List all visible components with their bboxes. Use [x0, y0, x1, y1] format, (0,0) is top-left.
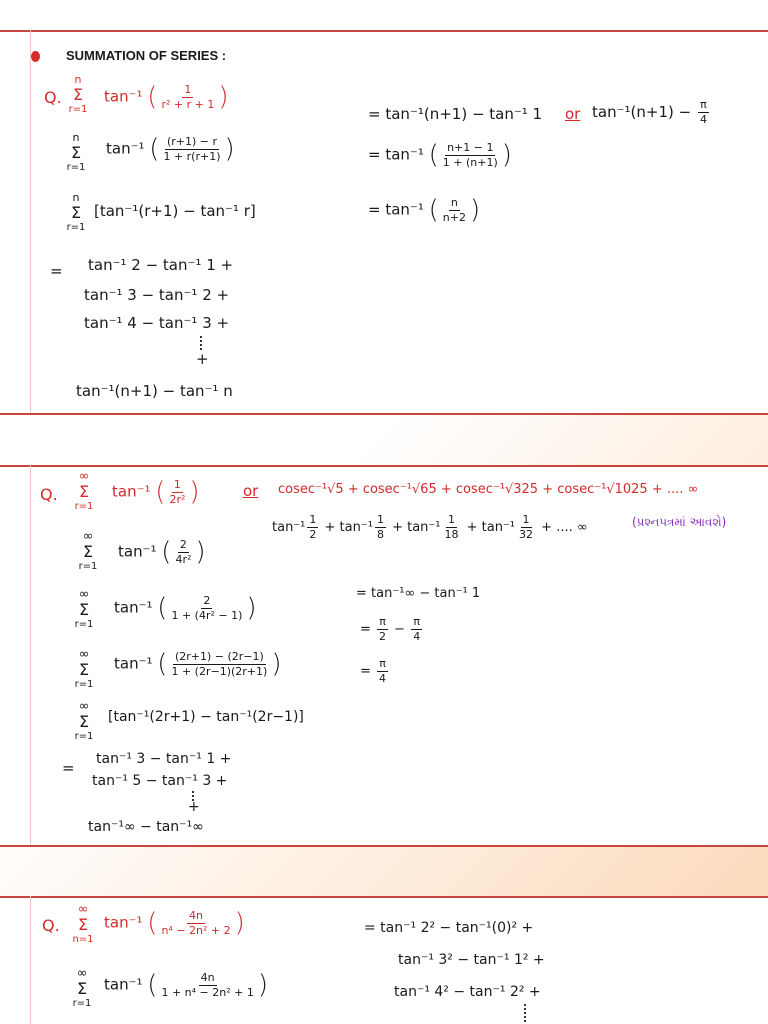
result-line-2: = $\frac{\pi}{2}$ − $\frac{\pi}{4}$ [360, 615, 421, 643]
question-label: Q. [44, 88, 62, 107]
term-plus: + [188, 799, 200, 815]
term-last: tan⁻¹∞ − tan⁻¹∞ [88, 819, 204, 835]
result-line-3: = $\frac{\pi}{4}$ [360, 657, 387, 685]
question-expression: tan⁻¹ ( $\frac{1}{\text{2r²}}$ ) [112, 477, 200, 507]
term-3: tan⁻¹ 4 − tan⁻¹ 3 + [84, 314, 230, 332]
result-line-1-alt: tan⁻¹(n+1) − $\frac{\pi}{4}$ [592, 98, 707, 126]
section-2 [0, 465, 768, 847]
result-line-3: = tan⁻¹ ( $\frac{n}{n+2}$ ) [368, 195, 481, 225]
ellipsis-dots [200, 336, 204, 350]
term-1: tan⁻¹ 3 − tan⁻¹ 1 + [96, 751, 232, 767]
section-1 [0, 30, 768, 415]
equals-sign: = [50, 262, 63, 280]
term-1: = tan⁻¹ 2² − tan⁻¹(0)² + [364, 920, 534, 936]
term-3: tan⁻¹ 4² − tan⁻¹ 2² + [394, 984, 541, 1000]
or-label: or [243, 482, 259, 500]
page-title: SUMMATION OF SERIES : [66, 48, 227, 63]
step-line-5: [tan⁻¹(2r+1) − tan⁻¹(2r−1)] [108, 709, 304, 725]
step-line-3: [tan⁻¹(r+1) − tan⁻¹ r] [94, 202, 256, 220]
question-label: Q. [40, 485, 58, 504]
sigma-symbol: ∞ Σ r=1 [78, 529, 98, 572]
ellipsis-dots [524, 1004, 528, 1022]
term-2: tan⁻¹ 3 − tan⁻¹ 2 + [84, 286, 230, 304]
sigma-symbol: ∞ Σ r=1 [74, 699, 94, 742]
sigma-symbol: n Σ r=1 [68, 73, 88, 115]
result-line-1: = tan⁻¹(n+1) − tan⁻¹ 1 [368, 105, 543, 123]
result-line-2: = tan⁻¹ ( $\frac{n+1 - 1}{1 + (n+1)}$ ) [368, 140, 512, 170]
sigma-symbol: ∞ Σ r=1 [74, 587, 94, 630]
step-line-4: tan⁻¹ ( $\frac{(2r+1) - (2r-1)}{1 + (2r-1)(2r+1)}$ ) [114, 649, 282, 679]
result-line-1: = tan⁻¹∞ − tan⁻¹ 1 [356, 586, 481, 601]
sigma-symbol: n Σ r=1 [66, 191, 86, 233]
question-expression: tan⁻¹ ( $\frac{4n}{\text{n⁴ − 2n² + 2}}$ ) [104, 908, 245, 938]
term-plus: + [196, 350, 209, 368]
step-line-2: tan⁻¹ ( $\frac{4n}{\text{1 + n⁴ − 2n² + 1}}$ ) [104, 970, 268, 1000]
sigma-symbol: ∞ Σ r=1 [74, 469, 94, 512]
step-line-3: tan⁻¹ ( $\frac{2}{\text{1 + (4r² − 1)}}$ ) [114, 593, 257, 623]
step-line-2: tan⁻¹ ( $\frac{2}{\text{4r²}}$ ) [118, 537, 206, 567]
cosec-series: cosec⁻¹√5 + cosec⁻¹√65 + cosec⁻¹√325 + cosec⁻¹√1025 + .... ∞ [278, 482, 699, 497]
question-label: Q. [42, 916, 60, 935]
sigma-symbol: ∞ Σ r=1 [72, 966, 92, 1009]
sigma-symbol: n Σ r=1 [66, 131, 86, 173]
term-2: tan⁻¹ 3² − tan⁻¹ 1² + [398, 952, 545, 968]
sigma-symbol: ∞ Σ n=1 [72, 902, 94, 945]
step-line-2: tan⁻¹ ( $\frac{(r+1) - r}{1 + r(r+1)}$ ) [106, 134, 235, 164]
term-2: tan⁻¹ 5 − tan⁻¹ 3 + [92, 773, 228, 789]
note-text: (પ્રશ્નપત્રમાં આવશે) [632, 515, 727, 529]
or-label: or [565, 105, 581, 123]
bullet-icon [31, 51, 40, 62]
question-expression: tan⁻¹ ( $\frac{1}{\text{r² + r + 1}}$ ) [104, 82, 229, 112]
section-3 [0, 896, 768, 1024]
tan-series: tan⁻¹ $\frac{1}{2}$ + tan⁻¹ $\frac{1}{8}$ + tan⁻¹ $\frac{1}{18}$ + tan⁻¹ $\frac{1}{32}$ + .... ∞ [272, 513, 588, 541]
equals-sign: = [62, 759, 75, 777]
term-1: tan⁻¹ 2 − tan⁻¹ 1 + [88, 256, 234, 274]
sigma-symbol: ∞ Σ r=1 [74, 647, 94, 690]
term-last: tan⁻¹(n+1) − tan⁻¹ n [76, 382, 233, 400]
